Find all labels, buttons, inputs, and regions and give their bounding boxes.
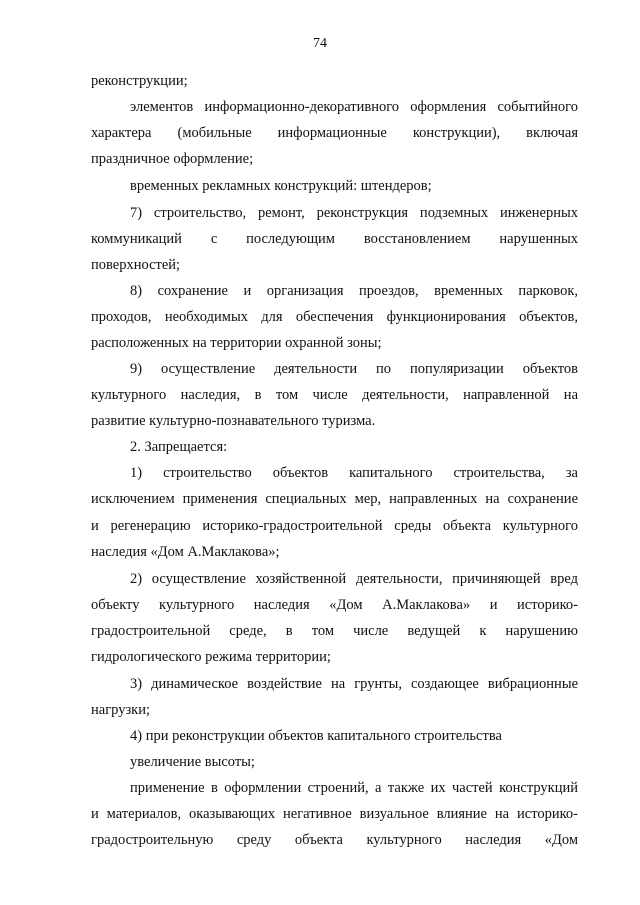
text-line: 7) строительство, ремонт, реконструкция подземных инженерных — [130, 205, 578, 221]
page-number: 74 — [313, 36, 327, 51]
text-line: коммуникаций с последующим восстановлением нарушенных — [91, 231, 578, 247]
text-line: градостроительной среде, в том числе ведущей к нарушению — [91, 623, 578, 639]
text-line: увеличение высоты; — [130, 754, 255, 770]
text-line: гидрологического режима территории; — [91, 649, 331, 665]
text-line: временных рекламных конструкций: штендеров; — [130, 178, 432, 194]
text-line: наследия «Дом А.Маклакова»; — [91, 544, 280, 560]
text-line: характера (мобильные информационные конструкции), включая — [91, 125, 578, 141]
text-line: 9) осуществление деятельности по популяризации объектов — [130, 361, 578, 377]
text-line: 8) сохранение и организация проездов, временных парковок, — [130, 283, 578, 299]
text-line: элементов информационно-декоративного оформления событийного — [130, 99, 578, 115]
text-line: реконструкции; — [91, 73, 188, 89]
text-line: градостроительную среду объекта культурного наследия «Дом — [91, 832, 578, 848]
text-line: расположенных на территории охранной зоны; — [91, 335, 382, 351]
text-line: и материалов, оказывающих негативное визуальное влияние на историко- — [91, 806, 578, 822]
text-line: 3) динамическое воздействие на грунты, создающее вибрационные — [130, 676, 578, 692]
text-line: исключением применения специальных мер, направленных на сохранение — [91, 491, 578, 507]
text-line: культурного наследия, в том числе деятельности, направленной на — [91, 387, 578, 403]
text-line: проходов, необходимых для обеспечения функционирования объектов, — [91, 309, 578, 325]
text-line: 2) осуществление хозяйственной деятельности, причиняющей вред — [130, 571, 578, 587]
text-line: и регенерацию историко-градостроительной среды объекта культурного — [91, 518, 578, 534]
text-line: объекту культурного наследия «Дом А.Маклакова» и историко- — [91, 597, 578, 613]
text-line: 4) при реконструкции объектов капитального строительства — [130, 728, 502, 744]
text-line: нагрузки; — [91, 702, 151, 718]
section-heading: 2. Запрещается: — [130, 439, 228, 455]
text-line: развитие культурно-познавательного туризма. — [91, 413, 376, 429]
text-line: 1) строительство объектов капитального строительства, за — [130, 465, 578, 481]
text-line: праздничное оформление; — [91, 151, 254, 167]
text-line: поверхностей; — [91, 257, 181, 273]
text-line: применение в оформлении строений, а также их частей конструкций — [130, 780, 578, 796]
